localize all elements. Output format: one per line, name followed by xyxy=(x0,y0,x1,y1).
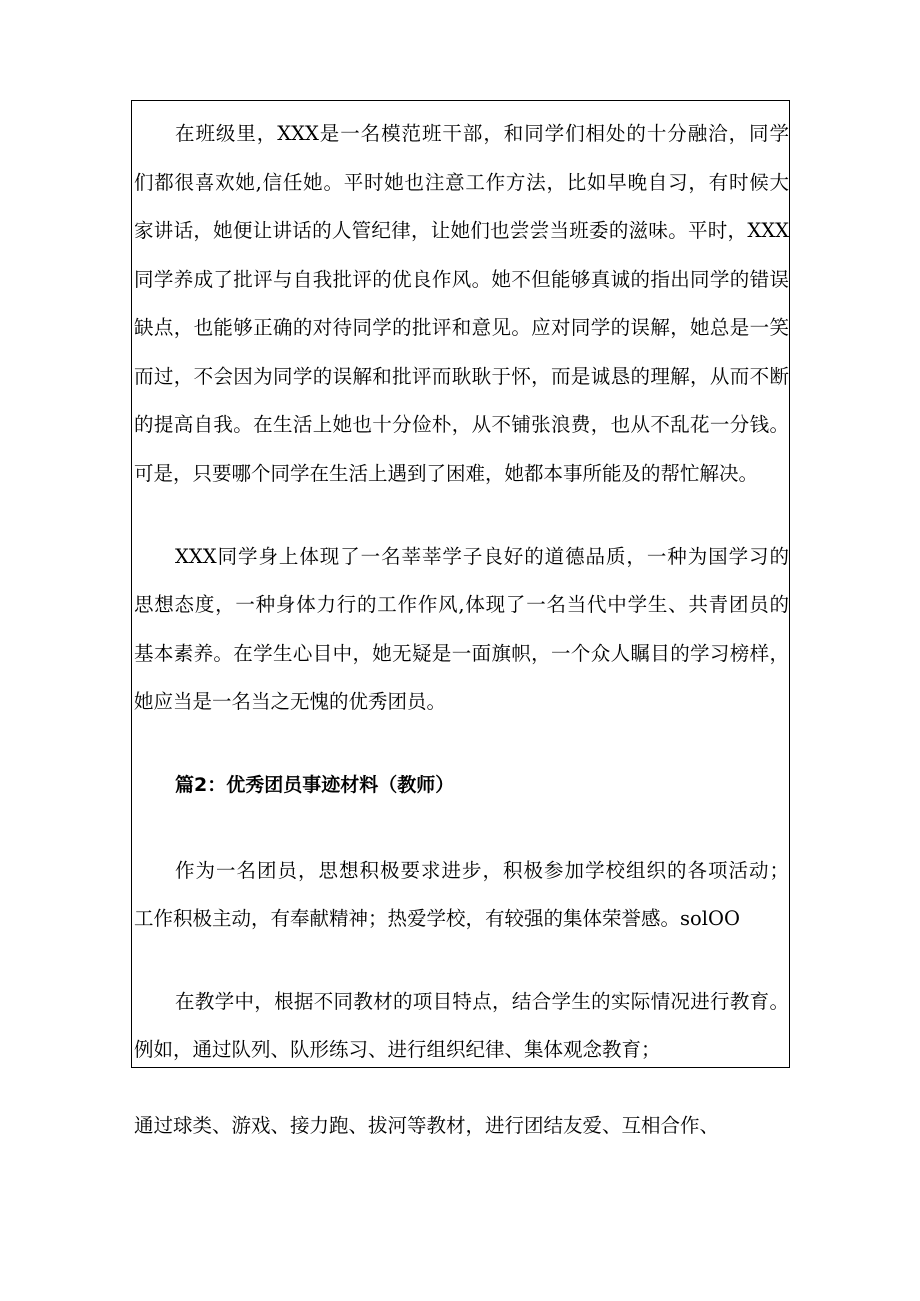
paragraph-3-line-1: 作为一名团员，思想积极要求进步，积极参加学校组织的各项活动； xyxy=(175,859,789,882)
paragraph-1-line-7: 的提高自我。在生活上她也十分俭朴，从不铺张浪费，也从不乱花一分钱。 xyxy=(134,413,789,436)
paragraph-1-line-2: 们都很喜欢她,信任她。平时她也注意工作方法，比如早晚自习，有时候大 xyxy=(134,171,789,194)
paragraph-1-line-3: 家讲话，她便让讲话的人管纪律，让她们也尝尝当班委的滋味。平时，XXX xyxy=(134,219,789,242)
paragraph-1-line-8: 可是，只要哪个同学在生活上遇到了困难，她都本事所能及的帮忙解决。 xyxy=(134,462,759,485)
paragraph-2-line-4: 她应当是一名当之无愧的优秀团员。 xyxy=(134,690,447,713)
paragraph-3-line-2: 工作积极主动，有奉献精神；热爱学校，有较强的集体荣誉感。solOO xyxy=(134,907,740,930)
paragraph-2-line-2: 思想态度，一种身体力行的工作作风,体现了一名当代中学生、共青团员的 xyxy=(134,593,789,616)
paragraph-1-line-5: 缺点，也能够正确的对待同学的批评和意见。应对同学的误解，她总是一笑 xyxy=(134,316,789,339)
paragraph-4-line-1: 在教学中，根据不同教材的项目特点，结合学生的实际情况进行教育。 xyxy=(175,990,789,1013)
paragraph-1-line-1: 在班级里，XXX是一名模范班干部，和同学们相处的十分融洽，同学 xyxy=(175,122,789,145)
paragraph-2-line-3: 基本素养。在学生心目中，她无疑是一面旗帜，一个众人瞩目的学习榜样， xyxy=(134,642,789,665)
paragraph-2-line-1: XXX同学身上体现了一名莘莘学子良好的道德品质，一种为国学习的 xyxy=(175,545,789,568)
paragraph-4-line-2: 例如，通过队列、队形练习、进行组织纪律、集体观念教育； xyxy=(134,1038,661,1061)
paragraph-1-line-6: 而过，不会因为同学的误解和批评而耿耿于怀，而是诚恳的理解，从而不断 xyxy=(134,365,789,388)
paragraph-1-line-4: 同学养成了批评与自我批评的优良作风。她不但能够真诚的指出同学的错误 xyxy=(134,268,789,291)
paragraph-5-line-1: 通过球类、游戏、接力跑、拔河等教材，进行团结友爱、互相合作、 xyxy=(134,1114,720,1137)
section-heading: 篇2：优秀团员事迹材料（教师） xyxy=(175,774,455,796)
